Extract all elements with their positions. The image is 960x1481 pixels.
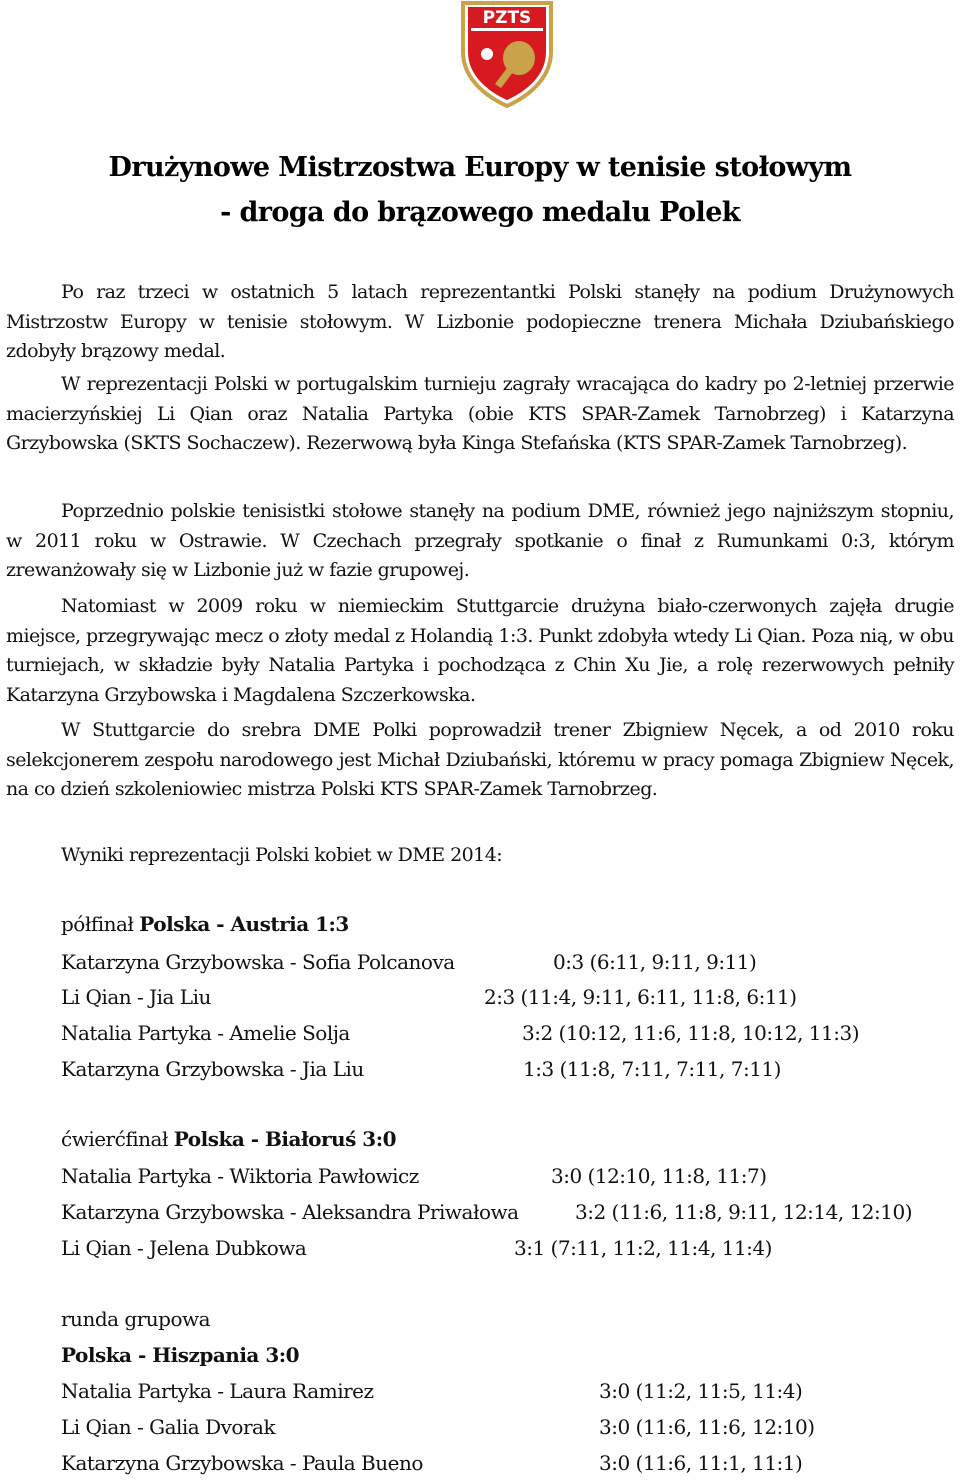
match-players: Katarzyna Grzybowska - Paula Bueno bbox=[61, 1451, 423, 1475]
match-players: Katarzyna Grzybowska - Sofia Polcanova bbox=[61, 950, 455, 974]
quarterfinal-heading bbox=[61, 1127, 396, 1151]
match-score: 1:3 (11:8, 7:11, 7:11, 7:11) bbox=[523, 1057, 781, 1081]
match-score: 3:0 (11:6, 11:1, 11:1) bbox=[599, 1451, 803, 1475]
match-score: 3:2 (10:12, 11:6, 11:8, 10:12, 11:3) bbox=[522, 1021, 860, 1045]
paragraph-stuttgart: Natomiast w 2009 roku w niemieckim Stuttgarcie drużyna biało-czerwonych zajęła drugie miejsce, przegrywając mecz o złoty medal z Holandią 1:3. Punkt zdobyła wtedy Li Qian. Poza nią, w obu turniejach, w składzie były Natalia Partyka i pochodząca z Chin Xu Jie, a rolę rezerwowych pełniły Katarzyna Grzybowska i Magdalena Szczerkowska. bbox=[6, 595, 954, 706]
match-score: 3:2 (11:6, 11:8, 9:11, 12:14, 12:10) bbox=[575, 1200, 913, 1224]
quarterfinal-stage: ćwierćfinał bbox=[61, 1127, 168, 1151]
match-score: 3:0 (12:10, 11:8, 11:7) bbox=[551, 1164, 767, 1188]
quarterfinal-match: Polska - Białoruś 3:0 bbox=[173, 1127, 397, 1151]
semifinal-heading bbox=[61, 912, 349, 936]
match-players: Li Qian - Galia Dvorak bbox=[61, 1415, 276, 1439]
match-score: 3:0 (11:6, 11:6, 12:10) bbox=[599, 1415, 815, 1439]
match-players: Li Qian - Jia Liu bbox=[61, 985, 211, 1009]
match-players: Natalia Partyka - Amelie Solja bbox=[61, 1021, 350, 1045]
paragraph-team: W reprezentacji Polski w portugalskim turnieju zagrały wracająca do kadry po 2-letniej przerwie macierzyńskiej Li Qian oraz Natalia Partyka (obie KTS SPAR-Zamek Tarnobrzeg) i Katarzyna Grzybowska (SKTS Sochaczew). Rezerwową była Kinga Stefańska (KTS SPAR-Zamek Tarnobrzeg). bbox=[6, 373, 954, 454]
page-title-line-2: - droga do brązowego medalu Polek bbox=[220, 197, 740, 228]
logo-text: PZTS bbox=[482, 8, 532, 28]
semifinal-match: Polska - Austria 1:3 bbox=[139, 912, 349, 936]
paragraph-ostrava: Poprzednio polskie tenisistki stołowe stanęły na podium DME, również jego najniższym stopniu, w 2011 roku w Ostrawie. W Czechach przegrały spotkanie o finał z Rumunkami 0:3, którym zrewanżowały się w Lizbonie już w fazie grupowej. bbox=[6, 500, 954, 581]
group-match: Polska - Hiszpania 3:0 bbox=[61, 1343, 300, 1367]
page-title-line-1: Drużynowe Mistrzostwa Europy w tenisie stołowym bbox=[108, 152, 852, 183]
pzts-logo bbox=[457, 0, 557, 108]
match-players: Natalia Partyka - Wiktoria Pawłowicz bbox=[61, 1164, 419, 1188]
match-players: Li Qian - Jelena Dubkowa bbox=[61, 1236, 307, 1260]
match-players: Natalia Partyka - Laura Ramirez bbox=[61, 1379, 374, 1403]
match-players: Katarzyna Grzybowska - Aleksandra Priwałowa bbox=[61, 1200, 519, 1224]
group-stage-heading: runda grupowa bbox=[61, 1307, 211, 1331]
semifinal-stage: półfinał bbox=[61, 912, 134, 936]
match-score: 0:3 (6:11, 9:11, 9:11) bbox=[553, 950, 757, 974]
paragraph-intro: Po raz trzeci w ostatnich 5 latach reprezentantki Polski stanęły na podium Drużynowych Mistrzostw Europy w tenisie stołowym. W Lizbonie podopieczne trenera Michała Dziubańskiego zdobyły brązowy medal. bbox=[6, 281, 954, 362]
match-score: 2:3 (11:4, 9:11, 6:11, 11:8, 6:11) bbox=[484, 985, 797, 1009]
match-score: 3:0 (11:2, 11:5, 11:4) bbox=[599, 1379, 803, 1403]
paragraph-results-intro: Wyniki reprezentacji Polski kobiet w DME 2014: bbox=[61, 844, 503, 866]
group-match-heading bbox=[61, 1343, 299, 1367]
match-score: 3:1 (7:11, 11:2, 11:4, 11:4) bbox=[514, 1236, 772, 1260]
paragraph-coaches: W Stuttgarcie do srebra DME Polki poprowadził trener Zbigniew Nęcek, a od 2010 roku selekcjonerem zespołu narodowego jest Michał Dziubański, któremu w pracy pomaga Zbigniew Nęcek, na co dzień szkoleniowiec mistrza Polski KTS SPAR-Zamek Tarnobrzeg. bbox=[6, 719, 954, 800]
match-players: Katarzyna Grzybowska - Jia Liu bbox=[61, 1057, 364, 1081]
